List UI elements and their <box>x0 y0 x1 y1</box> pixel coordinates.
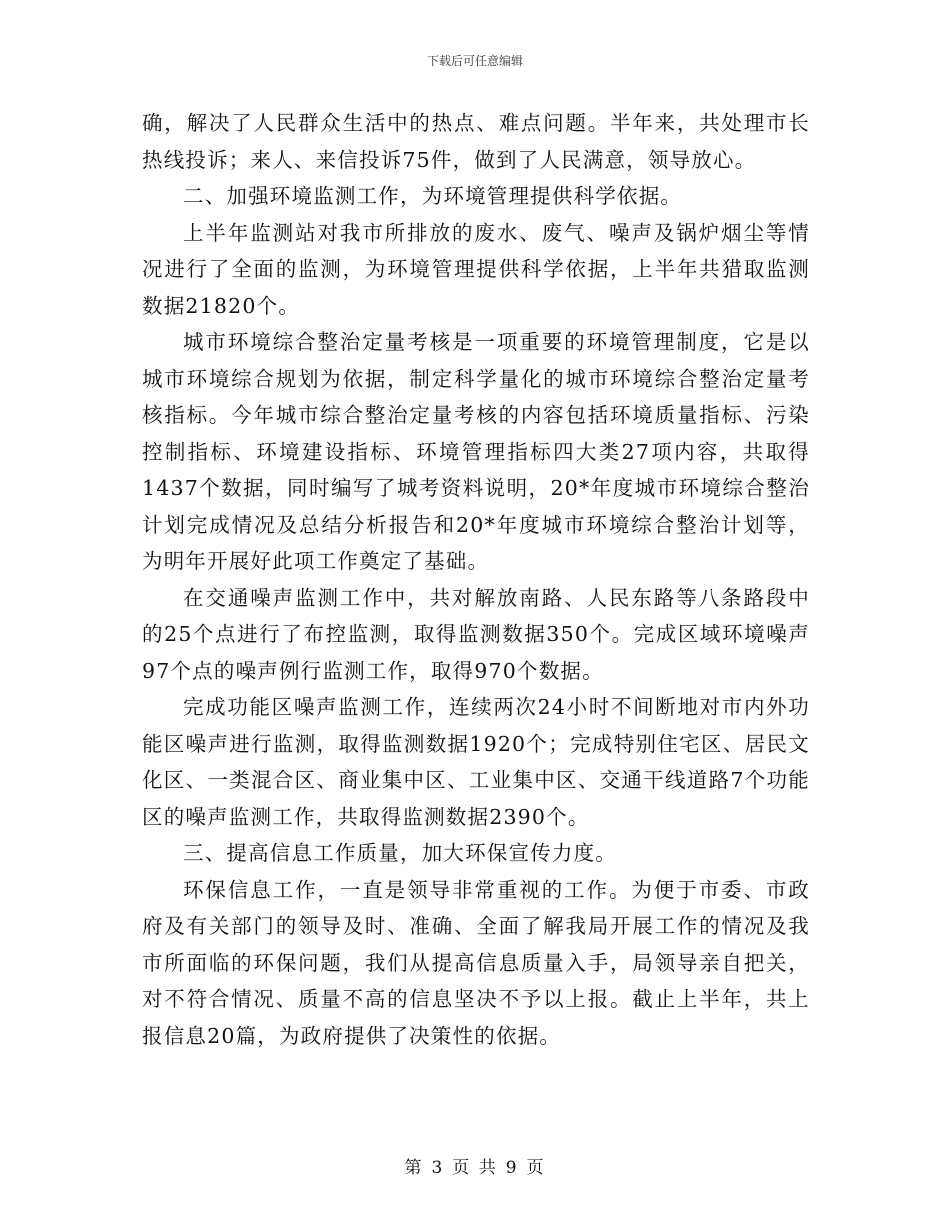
page-footer <box>0 1153 950 1178</box>
section-heading-3: 三、提高信息工作质量，加大环保宣传力度。 <box>183 841 617 865</box>
paragraph-6: 完成功能区噪声监测工作，连续两次24小时不间断地对市内外功能区噪声进行监测，取得监测数据1920个；完成特别住宅区、居民文化区、一类混合区、商业集中区、工业集中区、交通干线道路7个功能区的噪声监测工作，共取得监测数据2390个。 <box>142 695 810 829</box>
document-body <box>142 105 810 1054</box>
paragraph-4: 城市环境综合整治定量考核是一项重要的环境管理制度，它是以城市环境综合规划为依据，制定科学量化的城市环境综合整治定量考核指标。今年城市综合整治定量考核的内容包括环境质量指标、污染控制指标、环境建设指标、环境管理指标四大类27项内容，共取得1437个数据，同时编写了城考资料说明，20*年度城市环境综合整治计划完成情况及总结分析报告和20*年度城市环境综合整治计划等，为明年开展好此项工作奠定了基础。 <box>142 330 810 573</box>
footer-prefix: 第 <box>404 1158 424 1178</box>
page-number: 3 <box>431 1158 445 1178</box>
footer-middle: 页 共 <box>452 1158 498 1178</box>
paragraph-3: 上半年监测站对我市所排放的废水、废气、噪声及锅炉烟尘等情况进行了全面的监测，为环境管理提供科学依据，上半年共猎取监测数据21820个。 <box>142 220 810 318</box>
paragraph-8: 环保信息工作，一直是领导非常重视的工作。为便于市委、市政府及有关部门的领导及时、准确、全面了解我局开展工作的情况及我市所面临的环保问题，我们从提高信息质量入手，局领导亲自把关，对不符合情况、质量不高的信息坚决不予以上报。截止上半年，共上报信息20篇，为政府提供了决策性的依据。 <box>142 877 810 1048</box>
page-header: 下载后可任意编辑 <box>426 54 523 68</box>
section-heading-2: 二、加强环境监测工作，为环境管理提供科学依据。 <box>183 184 683 208</box>
paragraph-1: 确，解决了人民群众生活中的热点、难点问题。半年来，共处理市长热线投诉；来人、来信投诉75件，做到了人民满意，领导放心。 <box>142 111 810 172</box>
footer-suffix: 页 <box>526 1158 546 1178</box>
paragraph-5: 在交通噪声监测工作中，共对解放南路、人民东路等八条路段中的25个点进行了布控监测，取得监测数据350个。完成区域环境噪声97个点的噪声例行监测工作，取得970个数据。 <box>142 585 810 683</box>
page-total: 9 <box>505 1158 519 1178</box>
